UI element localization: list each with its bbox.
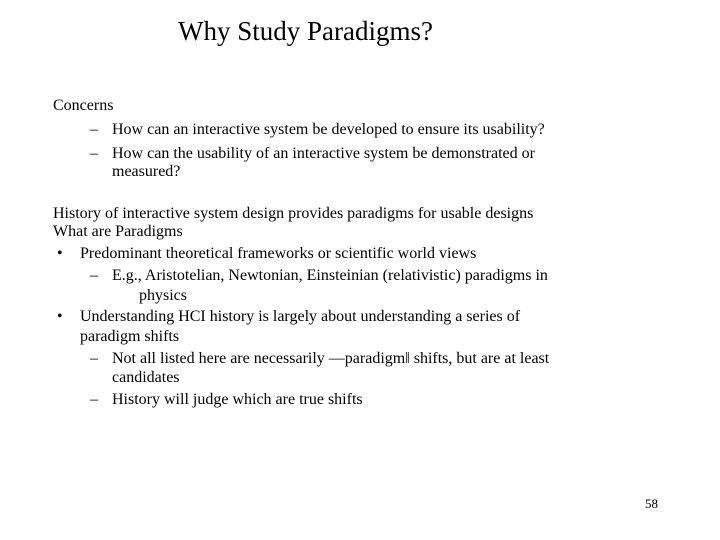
history-line: History of interactive system design provides paradigms for usable designs: [53, 205, 534, 222]
sub-item-1-cont: physics: [139, 287, 187, 304]
slide-title: Why Study Paradigms?: [178, 16, 433, 46]
concern-item-2-cont: measured?: [112, 163, 181, 180]
concern-item-2: How can the usability of an interactive system be demonstrated or: [112, 145, 535, 162]
concern-item-1: How can an interactive system be developed to ensure its usability?: [112, 121, 545, 138]
bullet-marker: •: [57, 245, 63, 262]
bullet-marker: •: [57, 308, 63, 325]
bullet-item-2: Understanding HCI history is largely about understanding a series of: [80, 308, 521, 325]
dash-marker: –: [90, 267, 98, 284]
dash-marker: –: [90, 391, 98, 408]
bullet-item-2-cont: paradigm shifts: [80, 328, 180, 345]
dash-marker: –: [90, 350, 98, 367]
bullet-item-1: Predominant theoretical frameworks or scientific world views: [80, 245, 477, 262]
dash-marker: –: [90, 145, 98, 162]
paradigms-heading: What are Paradigms: [53, 223, 183, 240]
sub-item-2: Not all listed here are necessarily ―paradigm‖ shifts, but are at least: [112, 350, 550, 367]
sub-item-2-cont: candidates: [112, 369, 180, 386]
sub-item-1: E.g., Aristotelian, Newtonian, Einsteinian (relativistic) paradigms in: [112, 267, 548, 284]
concerns-heading: Concerns: [53, 97, 114, 114]
page-number: 58: [645, 496, 658, 511]
dash-marker: –: [90, 121, 98, 138]
sub-item-3: History will judge which are true shifts: [112, 391, 363, 408]
